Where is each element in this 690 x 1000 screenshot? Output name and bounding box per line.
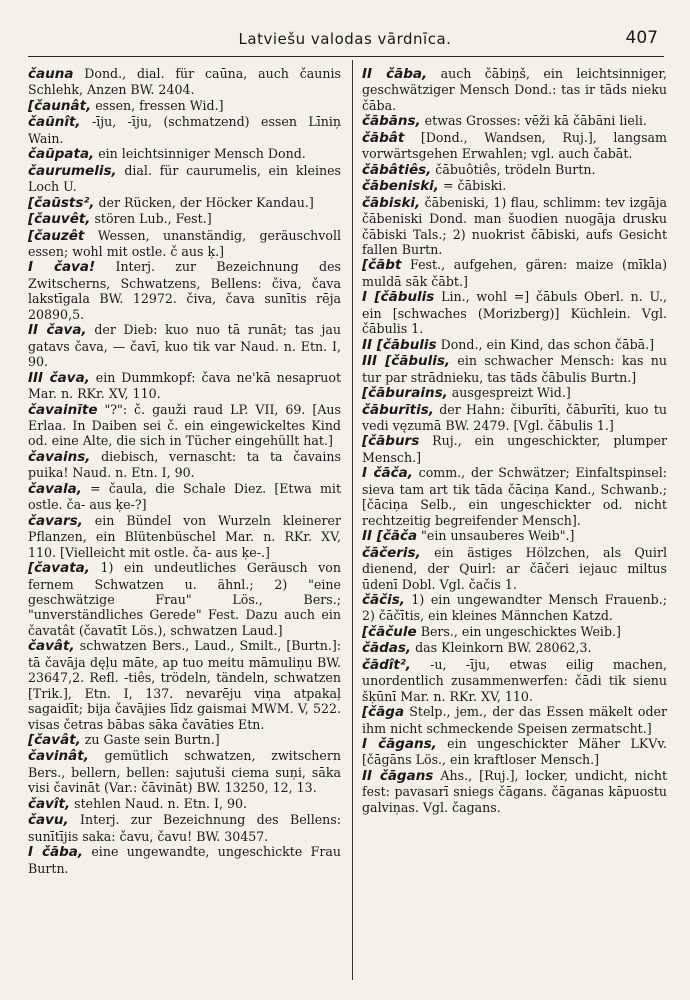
dictionary-entry	[362, 257, 667, 289]
entry-definition: dial. für caurumelis, ein kleines Loch U.	[28, 162, 341, 195]
entry-headword: [čābt	[362, 257, 402, 274]
dictionary-entry	[362, 704, 667, 736]
entry-definition: Stelp., jem., der das Essen mäkelt oder ihm nicht schmeckende Speisen zermatscht.]	[362, 704, 667, 736]
entry-definition: ein Bündel von Wurzeln kleinerer Pflanzen, ein Blütenbüschel Mar. n. RKr. XV, 110. [Vielleicht mit ostle. ča- aus ķe-.]	[28, 512, 341, 560]
dictionary-entry	[28, 98, 341, 114]
entry-definition: Dond., ein Kind, das schon čābā.]	[436, 336, 655, 352]
entry-definition: der Hahn: čiburīti, čāburīti, kuo tu vedi vęzumā BW. 2479. [Vgl. čābulis 1.]	[362, 401, 667, 433]
entry-definition: ein ungeschickter Mäher LKVv. [čāgāns Lös., ein kraftloser Mensch.]	[362, 736, 667, 768]
dictionary-entry	[362, 289, 667, 336]
page-number: 407	[625, 28, 658, 48]
entry-definition: auch čābiņš, ein leichtsinniger, geschwätziger Mensch Dond.: tas ir tāds nieku čāba.	[362, 66, 667, 113]
entry-headword: [čāburains,	[362, 385, 448, 402]
entry-headword: čāčeris,	[362, 544, 421, 561]
dictionary-entry	[362, 66, 667, 113]
entry-headword: I čava!	[28, 259, 96, 276]
dictionary-entry	[28, 638, 341, 732]
entry-definition: comm., der Schwätzer; Einfaltspinsel: sieva tam art tik tāda čāciņa Kand., Schwanb.; [čāciņa Selb., ein ungeschickter od. nicht rechtzeitig begreifender Mensch].	[362, 465, 667, 528]
entry-definition: stören Lub., Fest.]	[90, 211, 212, 227]
dictionary-entry	[28, 370, 341, 402]
entry-definition: zu Gaste sein Burtn.]	[80, 732, 220, 748]
entry-headword: [čāčule	[362, 623, 417, 640]
entry-headword: čavinât,	[28, 748, 89, 765]
entry-headword: čavala,	[28, 480, 82, 497]
entry-definition: Bers., ein ungeschicktes Weib.]	[416, 623, 621, 639]
entry-definition: Lin., wohl =] čābuls Oberl. n. U., ein [schwaches (Morizberg)] Küchlein. Vgl. čābulis 1.	[362, 289, 667, 337]
entry-definition: etwas Grosses: vēži kā čābāni lieli.	[420, 113, 647, 129]
entry-headword: čavainīte	[28, 401, 98, 418]
entry-definition: "?": č. gauži raud LP. VII, 69. [Aus Erlaa. In Daiben sei č. ein eingewickeltes Kind od. eine Alte, die sich in Tücher eingehüllt hat.]	[28, 401, 341, 449]
dictionary-entry	[362, 465, 667, 528]
dictionary-entry	[362, 113, 667, 129]
entry-definition: ein schwacher Mensch: kas nu tur par strādnieku, tas tāds čābulis Burtn.]	[362, 353, 667, 385]
entry-headword: I čāča,	[362, 465, 413, 482]
entry-headword: [čāga	[362, 704, 405, 721]
entry-definition: der Dieb: kuo nuo tā runāt; tas jau gatavs čava, — čavī, kuo tik var Naud. n. Etn. I, 90.	[28, 322, 341, 370]
entry-headword: čābât	[362, 129, 405, 146]
entry-definition: gemütlich schwatzen, zwitschern Bers., bellern, bellen: sajutuši ciema suņi, sāka visi čavināt (Var.: čāvināt) BW. 13250, 12, 13.	[28, 748, 341, 796]
entry-definition: ein Dummkopf: čava ne'kā nesapruot Mar. n. RKr. XV, 110.	[28, 369, 341, 402]
entry-headword: II čāgans	[362, 767, 434, 784]
dictionary-entry	[28, 259, 341, 322]
entry-definition: = čābiski.	[438, 178, 507, 194]
entry-definition: ein ästiges Hölzchen, als Quirl dienend, der Quirl: ar čāčeri iejauc miltus ūdenī Dobl. Vgl. čačis 1.	[362, 544, 667, 592]
entry-definition: Fest., aufgehen, gären: maize (mīkla) muldā sāk čābt.]	[362, 257, 667, 289]
page-header	[0, 30, 690, 54]
dictionary-entry	[362, 353, 667, 385]
dictionary-entry	[28, 114, 341, 146]
dictionary-entry	[362, 385, 667, 401]
entry-headword: II čāba,	[362, 66, 428, 82]
entry-definition: eine ungewandte, ungeschickte Frau Burtn.	[28, 844, 341, 876]
dictionary-entry	[362, 657, 667, 704]
entry-headword: čaūpata,	[28, 146, 95, 163]
dictionary-entry	[28, 748, 341, 795]
entry-definition: 1) ein ungewandter Mensch Frauenb.; 2) čāčītis, ein kleines Männchen Katzd.	[362, 591, 667, 624]
dictionary-entry	[28, 228, 341, 260]
entry-headword: II čava,	[28, 322, 87, 339]
entry-definition: Ahs., [Ruj.], locker, undicht, nicht fest: pavasarī sniegs čāgans. čāganas kāpuostu galviņas. Vgl. čagans.	[362, 767, 667, 815]
entry-headword: [čaunât,	[28, 97, 92, 114]
header-rule	[28, 56, 664, 57]
entry-definition: [Dond., Wandsen, Ruj.], langsam vorwärtsgehen Erwahlen; vgl. auch čabāt.	[362, 129, 667, 162]
column-divider	[352, 60, 353, 980]
dictionary-entry	[362, 195, 667, 258]
entry-definition: -īju, -īju, (schmatzend) essen Līniņ Wain.	[28, 114, 341, 146]
dictionary-entry	[28, 844, 341, 876]
entry-definition: Interj. zur Bezeichnung des Zwitscherns, Schwatzens, Bellens: čiva, čava lakstīgala BW. 12972. čiva, čava sunītis rēja 20890,5.	[28, 259, 341, 322]
left-column	[28, 66, 341, 990]
entry-definition: čābuôtiês, trödeln Burtn.	[431, 161, 596, 177]
right-column	[362, 66, 667, 990]
dictionary-entry	[28, 796, 341, 812]
entry-headword: čābâtiês,	[362, 161, 432, 178]
dictionary-entry	[28, 812, 341, 844]
entry-headword: [čauvêt,	[28, 211, 91, 228]
dictionary-entry	[28, 322, 341, 369]
dictionary-entry	[362, 768, 667, 815]
dictionary-entry	[362, 528, 667, 544]
dictionary-entry	[28, 163, 341, 195]
entry-definition: 1) ein undeutliches Geräusch von fernem Schwatzen u. ähnl.; 2) "eine geschwätzige Frau" Lös., Bers.; "unverständliches Gerede" Fest. Dazu auch ein čavatât (čavatīt Lös.), schwatzen Laud.]	[28, 560, 341, 638]
entry-headword: čavu,	[28, 812, 69, 829]
entry-headword: čavains,	[28, 448, 91, 465]
running-title: Latviešu valodas vārdnīca.	[238, 30, 452, 48]
dictionary-entry	[28, 195, 341, 211]
entry-definition: diebisch, vernascht: ta ta čavains puika! Naud. n. Etn. I, 90.	[28, 448, 341, 481]
entry-headword: II [čāča	[362, 528, 418, 545]
dictionary-entry	[362, 178, 667, 194]
dictionary-entry	[362, 640, 667, 656]
dictionary-entry	[362, 545, 667, 592]
entry-definition: der Rücken, der Höcker Kandau.]	[94, 194, 314, 210]
entry-definition: ein leichtsinniger Mensch Dond.	[94, 146, 306, 162]
entry-headword: čādît²,	[362, 656, 411, 673]
dictionary-entry	[28, 513, 341, 560]
dictionary-entry	[28, 732, 341, 748]
entry-headword: I čāba,	[28, 844, 84, 861]
dictionary-entry	[362, 130, 667, 162]
entry-headword: čābiski,	[362, 194, 421, 211]
entry-headword: čāburītis,	[362, 401, 434, 418]
entry-headword: II [čābulis	[362, 336, 437, 353]
entry-headword: čavât,	[28, 638, 75, 655]
dictionary-entry	[362, 162, 667, 178]
dictionary-entry	[362, 337, 667, 353]
dictionary-entry	[362, 736, 667, 768]
entry-headword: III čava,	[28, 369, 90, 386]
entry-definition: čābeniski, 1) flau, schlimm: tev izgāja čābeniski Dond. man šuodien nuogāja drusku čābiski Tals.; 2) nuokrist čābiski, aufs Gesicht fallen Burtn.	[362, 194, 667, 257]
dictionary-entry	[362, 433, 667, 465]
entry-headword: čaūnît,	[28, 114, 81, 131]
entry-definition: -u, -īju, etwas eilig machen, unordentlich zusammenwerfen: čādi tik sienu šķūnī Mar. n. RKr. XV, 110.	[362, 656, 667, 704]
entry-definition: Interj. zur Bezeichnung des Bellens: sunītījis saka: čavu, čavu! BW. 30457.	[28, 812, 341, 844]
entry-headword: [čavât,	[28, 732, 81, 749]
dictionary-entry	[28, 211, 341, 227]
entry-definition: das Kleinkorn BW. 28062,3.	[411, 640, 592, 656]
dictionary-entry	[362, 402, 667, 434]
dictionary-entry	[362, 592, 667, 624]
entry-headword: čādas,	[362, 640, 412, 657]
entry-definition: Dond., dial. für caūna, auch čaunis Schlehk, Anzen BW. 2404.	[28, 66, 341, 98]
entry-definition: schwatzen Bers., Laud., Smilt., [Burtn.]: tā čavāja dęļu māte, ap tuo meitu māmuliņu BW. 23647,2. Refl. -tiês, trödeln, tändeln, schwatzen [Trik.], Etn. I, 137. nevarēju viņa atpakaļ sagaidīt; bija čavājies līdz gaismai MWM. V, 522. visas četras bābas sāka čavāties Etn.	[28, 638, 341, 732]
entry-definition: Wessen, unanständig, geräuschvoll essen; wohl mit ostle. č aus ķ.]	[28, 227, 341, 259]
entry-headword: I čāgans,	[362, 736, 437, 753]
dictionary-entry	[28, 146, 341, 162]
entry-headword: I [čābulis	[362, 289, 435, 306]
entry-headword: III [čābulis,	[362, 353, 451, 370]
dictionary-entry	[28, 481, 341, 513]
entry-headword: čavît,	[28, 795, 71, 812]
entry-definition: essen, fressen Wid.]	[91, 97, 224, 113]
entry-headword: čābeniski,	[362, 178, 439, 195]
dictionary-entry	[28, 402, 341, 449]
entry-definition: stehlen Naud. n. Etn. I, 90.	[70, 795, 248, 811]
dictionary-entry	[362, 624, 667, 640]
entry-definition: "ein unsauberes Weib".]	[417, 528, 575, 544]
entry-headword: čābāns,	[362, 113, 421, 130]
entry-headword: [čāburs	[362, 433, 420, 450]
dictionary-entry	[28, 449, 341, 481]
entry-definition: = čaula, die Schale Diez. [Etwa mit ostle. ča- aus ķe-?]	[28, 480, 341, 513]
entry-headword: čāčis,	[362, 591, 405, 608]
entry-headword: čavars,	[28, 512, 83, 529]
entry-headword: [čauzêt	[28, 227, 85, 244]
entry-headword: čauna	[28, 66, 74, 82]
entry-headword: čaurumelis,	[28, 162, 117, 179]
entry-definition: Ruj., ein ungeschickter, plumper Mensch.]	[362, 433, 667, 465]
entry-definition: ausgespreizt Wid.]	[447, 385, 571, 401]
entry-headword: [čaūsts²,	[28, 194, 95, 211]
dictionary-entry	[28, 66, 341, 98]
entry-headword: [čavata,	[28, 560, 90, 577]
dictionary-entry	[28, 560, 341, 638]
